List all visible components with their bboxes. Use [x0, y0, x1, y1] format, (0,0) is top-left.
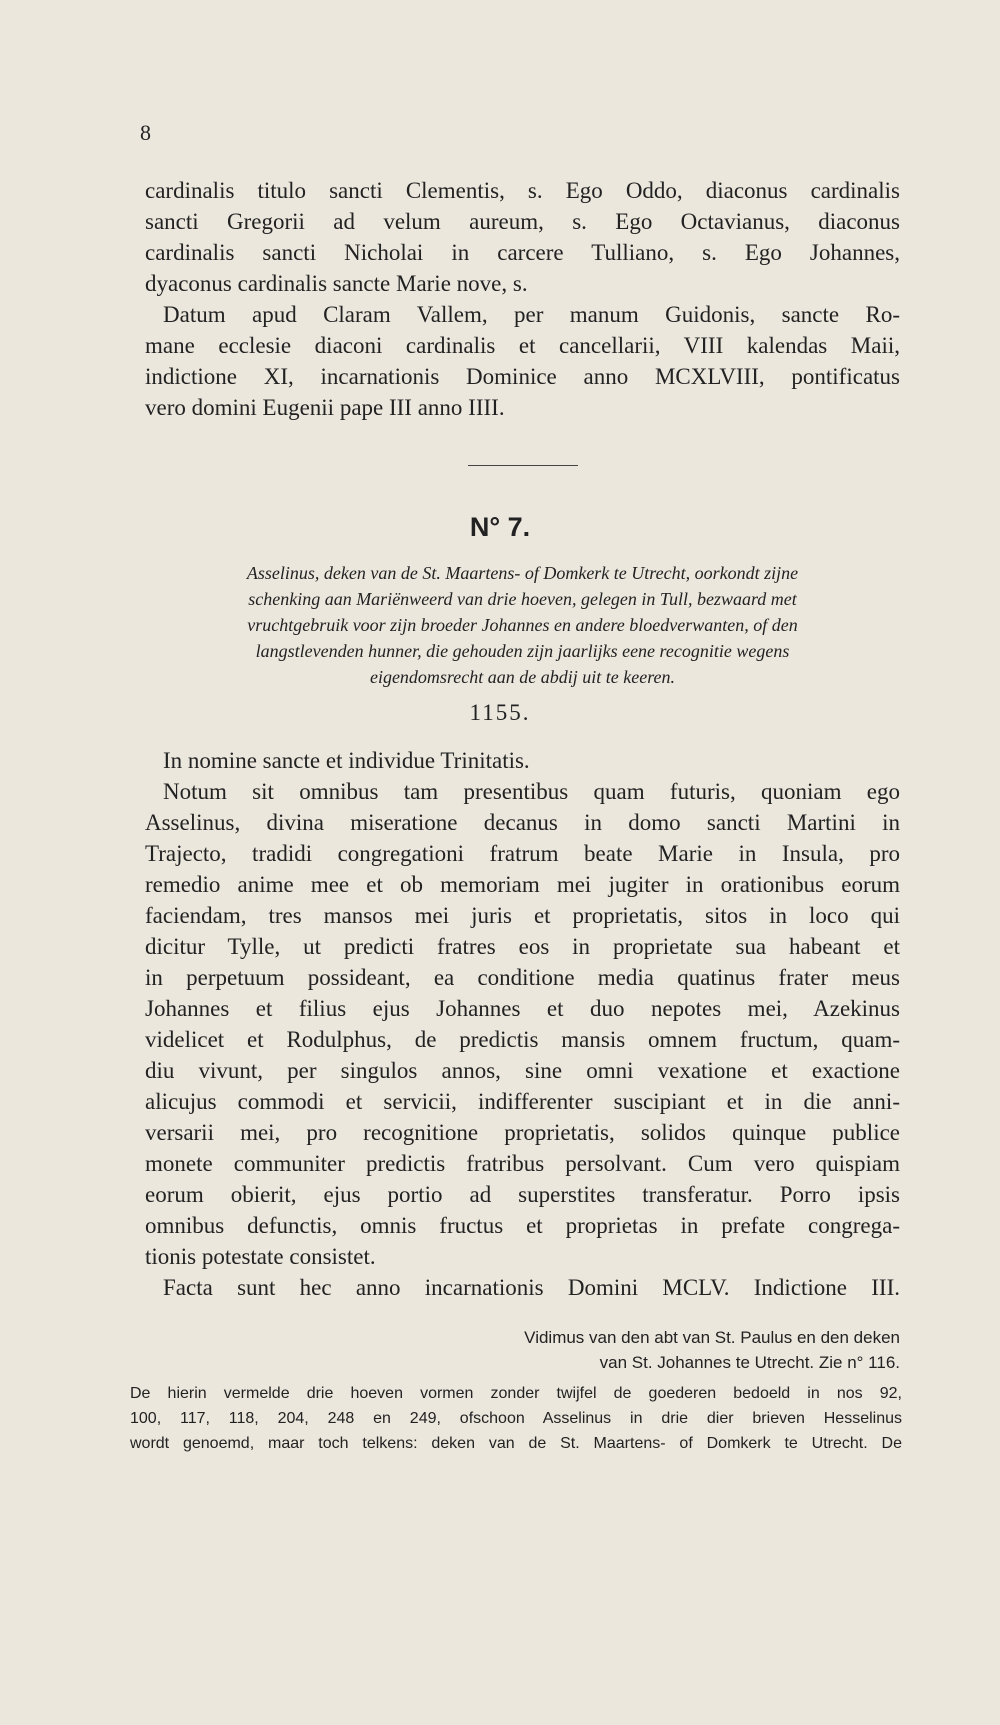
text-line: mane ecclesie diaconi cardinalis et cancellarii, VIII kalendas Maii,	[145, 333, 900, 358]
text-line: eorum obierit, ejus portio ad superstites transferatur. Porro ipsis	[145, 1182, 900, 1207]
charter-text	[145, 745, 900, 1303]
text-line: diu vivunt, per singulos annos, sine omni vexatione et exactione	[145, 1058, 900, 1083]
note-line: De hierin vermelde drie hoeven vormen zonder twijfel de goederen bedoeld in nos 92,	[130, 1385, 902, 1402]
text-line: remedio anime mee et ob memoriam mei jugiter in orationibus eorum	[145, 872, 900, 897]
text-line: Asselinus, divina miseratione decanus in domo sancti Martini in	[145, 810, 900, 835]
text-line: omnibus defunctis, omnis fructus et proprietas in prefate congrega-	[145, 1213, 900, 1238]
editorial-note	[130, 1381, 902, 1456]
text-line: cardinalis titulo sancti Clementis, s. Ego Oddo, diaconus cardinalis	[145, 178, 900, 203]
summary-line: Asselinus, deken van de St. Maartens- of Domkerk te Utrecht, oorkondt zijne	[246, 563, 799, 583]
summary-line: schenking aan Mariënweerd van drie hoeven, gelegen in Tull, bezwaard met	[248, 589, 797, 609]
section-divider	[468, 465, 578, 466]
document-number: N° 7.	[469, 512, 531, 542]
vidimus-note	[400, 1325, 900, 1375]
text-line: vero domini Eugenii pape III anno IIII.	[145, 395, 505, 420]
summary-line: vruchtgebruik voor zijn broeder Johannes en andere bloedverwanten, of den	[247, 615, 798, 635]
text-line: versarii mei, pro recognitione proprietatis, solidos quinque publice	[145, 1120, 900, 1145]
text-line: sancti Gregorii ad velum aureum, s. Ego Octavianus, diaconus	[145, 209, 900, 234]
note-line: 100, 117, 118, 204, 248 en 249, ofschoon Asselinus in drie dier brieven Hesselinus	[130, 1410, 902, 1427]
text-line: monete communiter predictis fratribus persolvant. Cum vero quispiam	[145, 1151, 900, 1176]
vidimus-line: Vidimus van den abt van St. Paulus en den deken	[524, 1328, 900, 1347]
text-line: videlicet et Rodulphus, de predictis mansis omnem fructum, quam-	[145, 1027, 900, 1052]
note-line: wordt genoemd, maar toch telkens: deken van de St. Maartens- of Domkerk te Utrecht. De	[130, 1435, 902, 1452]
text-line: Datum apud Claram Vallem, per manum Guidonis, sancte Ro-	[163, 302, 900, 327]
text-line: faciendam, tres mansos mei juris et proprietatis, sitos in loco qui	[145, 903, 900, 928]
text-line: Facta sunt hec anno incarnationis Domini MCLV. Indictione III.	[163, 1275, 900, 1300]
text-line: dicitur Tylle, ut predicti fratres eos in proprietate sua habeant et	[145, 934, 900, 959]
text-line: cardinalis sancti Nicholai in carcere Tulliano, s. Ego Johannes,	[145, 240, 900, 265]
text-line: alicujus commodi et servicii, indifferenter suscipiant et in die anni-	[145, 1089, 900, 1114]
continuation-text	[145, 175, 900, 423]
text-line: in perpetuum possideant, ea conditione media quatinus frater meus	[145, 965, 900, 990]
vidimus-line: van St. Johannes te Utrecht. Zie n° 116.	[599, 1353, 900, 1372]
text-line: Johannes et filius ejus Johannes et duo nepotes mei, Azekinus	[145, 996, 900, 1021]
summary-line: langstlevenden hunner, die gehouden zijn jaarlijks eene recognitie wegens	[255, 641, 790, 661]
page-number: 8	[140, 120, 151, 145]
text-line: Notum sit omnibus tam presentibus quam futuris, quoniam ego	[163, 779, 900, 804]
text-line: In nomine sancte et individue Trinitatis.	[163, 748, 530, 773]
summary-line: eigendomsrecht aan de abdij uit te keeren.	[369, 667, 676, 687]
document-year: 1155.	[469, 700, 531, 725]
text-line: tionis potestate consistet.	[145, 1244, 376, 1269]
document-summary	[145, 560, 900, 690]
text-line: dyaconus cardinalis sancte Marie nove, s.	[145, 271, 528, 296]
text-line: Trajecto, tradidi congregationi fratrum beate Marie in Insula, pro	[145, 841, 900, 866]
text-line: indictione XI, incarnationis Dominice anno MCXLVIII, pontificatus	[145, 364, 900, 389]
